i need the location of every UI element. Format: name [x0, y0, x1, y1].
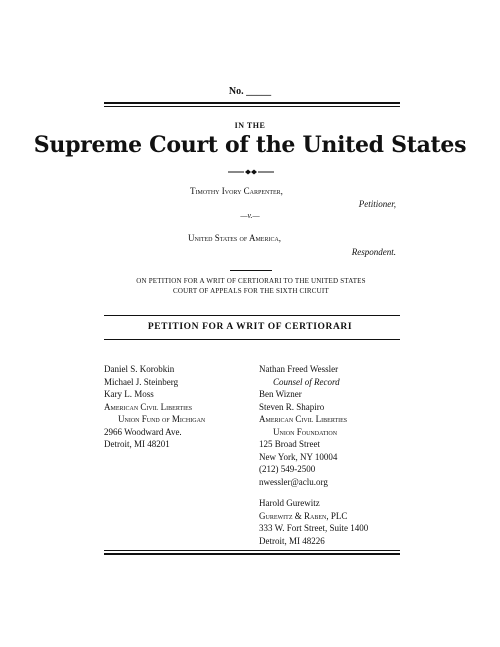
counsel-block-right-2: [259, 497, 368, 547]
petition-title: PETITION FOR A WRIT OF CERTIORARI: [147, 322, 353, 332]
counsel-phone: (212) 549-2500: [259, 464, 316, 474]
counsel-address: Detroit, MI 48226: [259, 535, 325, 546]
counsel-org: Union Foundation: [273, 426, 338, 437]
on-petition-line-1: ON PETITION FOR A WRIT OF CERTIORARI TO THE UNITED STATES: [136, 277, 366, 285]
counsel-name: Michael J. Steinberg: [104, 376, 179, 387]
counsel-org: American Civil Liberties: [259, 414, 348, 424]
counsel-name: Nathan Freed Wessler: [259, 364, 339, 374]
docket-number: No. _____: [228, 86, 272, 97]
counsel-block-left: [104, 363, 205, 451]
top-rule-thick: [104, 102, 400, 104]
counsel-org: American Civil Liberties: [104, 401, 193, 412]
counsel-name: Kary L. Moss: [104, 389, 154, 399]
petitioner-name: Timothy Ivory Carpenter,: [190, 186, 283, 196]
counsel-name: Steven R. Shapiro: [259, 401, 325, 412]
court-prefix: IN THE: [234, 121, 266, 130]
counsel-address: 125 Broad Street: [259, 439, 320, 449]
counsel-name: Harold Gurewitz: [259, 498, 320, 508]
on-petition-line-2: COURT OF APPEALS FOR THE SIXTH CIRCUIT: [173, 286, 329, 295]
title-rule-top: [104, 315, 400, 316]
versus-label: —v.—: [240, 211, 260, 220]
counsel-email: nwessler@aclu.org: [259, 476, 328, 487]
on-petition-text: [110, 277, 392, 296]
respondent-name: United States of America,: [188, 233, 282, 243]
counsel-name: Ben Wizner: [259, 389, 302, 399]
bottom-rule-thick: [104, 553, 400, 555]
top-rule-thin: [104, 106, 400, 107]
counsel-address: 333 W. Fort Street, Suite 1400: [259, 523, 369, 533]
court-name: Supreme Court of the United States: [33, 132, 467, 158]
counsel-block-right: [259, 363, 347, 488]
short-divider: [230, 270, 272, 271]
counsel-address: Detroit, MI 48201: [104, 439, 170, 449]
petitioner-role: Petitioner,: [358, 199, 396, 209]
bottom-rule-thin: [104, 550, 400, 551]
title-rule-bottom: [104, 339, 400, 340]
respondent-role: Respondent.: [351, 247, 396, 257]
counsel-address: 2966 Woodward Ave.: [104, 426, 182, 437]
counsel-address: New York, NY 10004: [259, 451, 338, 462]
counsel-org: Gurewitz & Raben, PLC: [259, 510, 348, 521]
counsel-name: Daniel S. Korobkin: [104, 364, 175, 374]
counsel-org: Union Fund of Michigan: [118, 414, 206, 424]
counsel-of-record: Counsel of Record: [273, 376, 340, 387]
ornament-divider-icon: [228, 168, 274, 176]
